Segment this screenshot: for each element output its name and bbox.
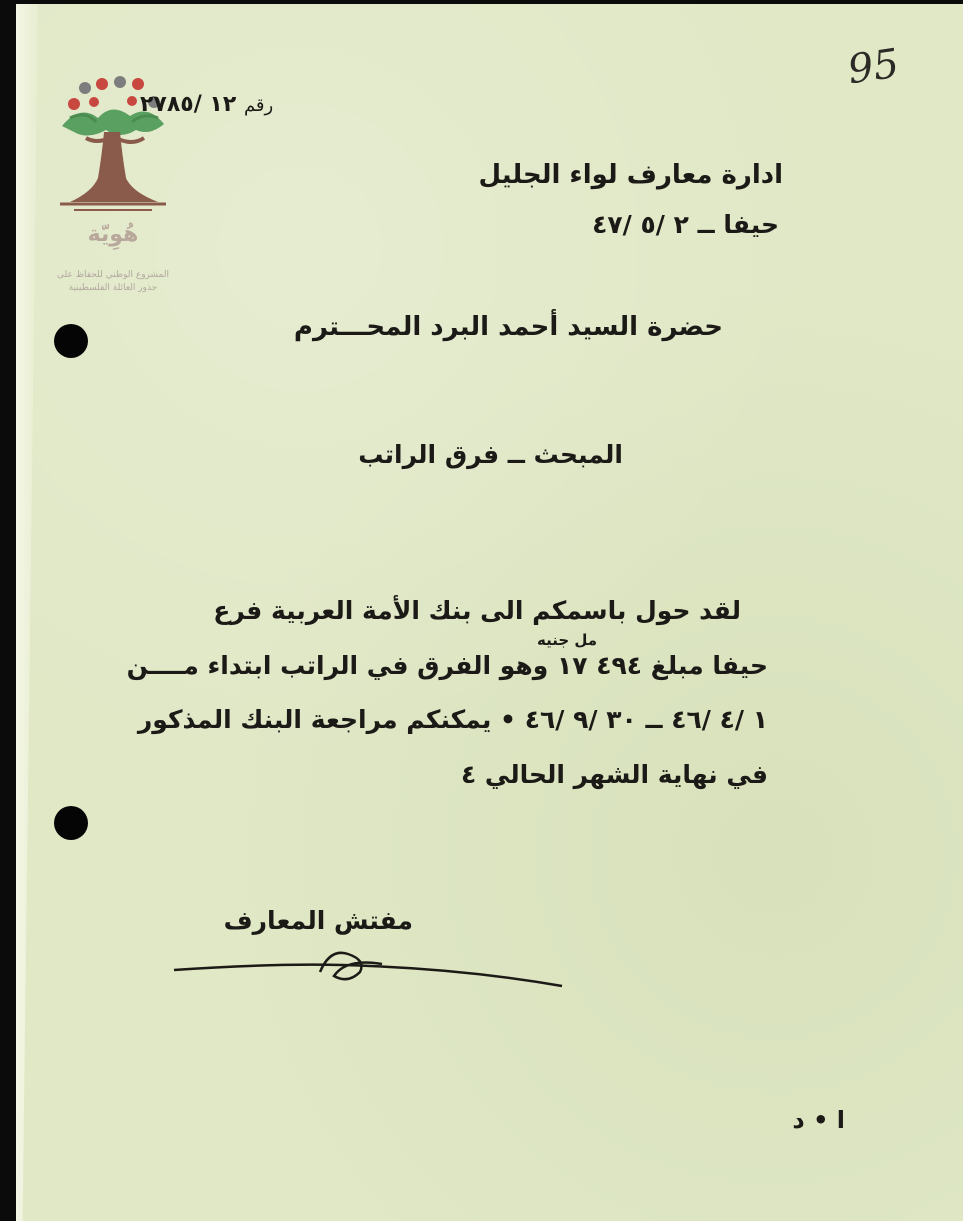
typist-initials: ا • د xyxy=(792,1106,845,1134)
interlinear-note: مل جنيه xyxy=(537,631,598,649)
body-line-2: حيفا مبلغ ٤٩٤ ١٧ وهو الفرق في الراتب ابتداء مــــن xyxy=(126,651,768,680)
handwritten-signature xyxy=(170,936,570,996)
logo-title: هُوِيّة xyxy=(87,222,139,247)
reference-label: رقم xyxy=(243,95,274,116)
page-number: 95 xyxy=(845,40,902,94)
punch-hole-bottom xyxy=(54,806,88,840)
reference-value: ١٢ /٢٧٨٥ xyxy=(140,92,237,117)
body-line-1: لقد حول باسمكم الى بنك الأمة العربية فرع xyxy=(213,596,741,625)
body-line-3: ١ /٤ /٤٦ ــ ٣٠ /٩ /٤٦ • يمكنكم مراجعة البنك المذكور xyxy=(137,705,768,734)
logo-subtitle-line-1: المشروع الوطني للحفاظ على xyxy=(56,270,169,280)
place-date: حيفا ــ ٢ /٥ /٤٧ xyxy=(592,210,779,239)
signatory-title: مفتش المعارف xyxy=(223,906,413,935)
reference-number xyxy=(140,92,273,117)
body-line-4: في نهاية الشهر الحالي ٤ xyxy=(460,760,768,789)
addressee: حضرة السيد أحمد البرد المحـــترم xyxy=(293,312,723,342)
department-name: ادارة معارف لواء الجليل xyxy=(478,160,783,190)
subject-line: المبحث ــ فرق الراتب xyxy=(358,440,623,469)
punch-hole-top xyxy=(54,324,88,358)
logo-subtitle-line-2: جذور العائلة الفلسطينية xyxy=(68,283,158,293)
